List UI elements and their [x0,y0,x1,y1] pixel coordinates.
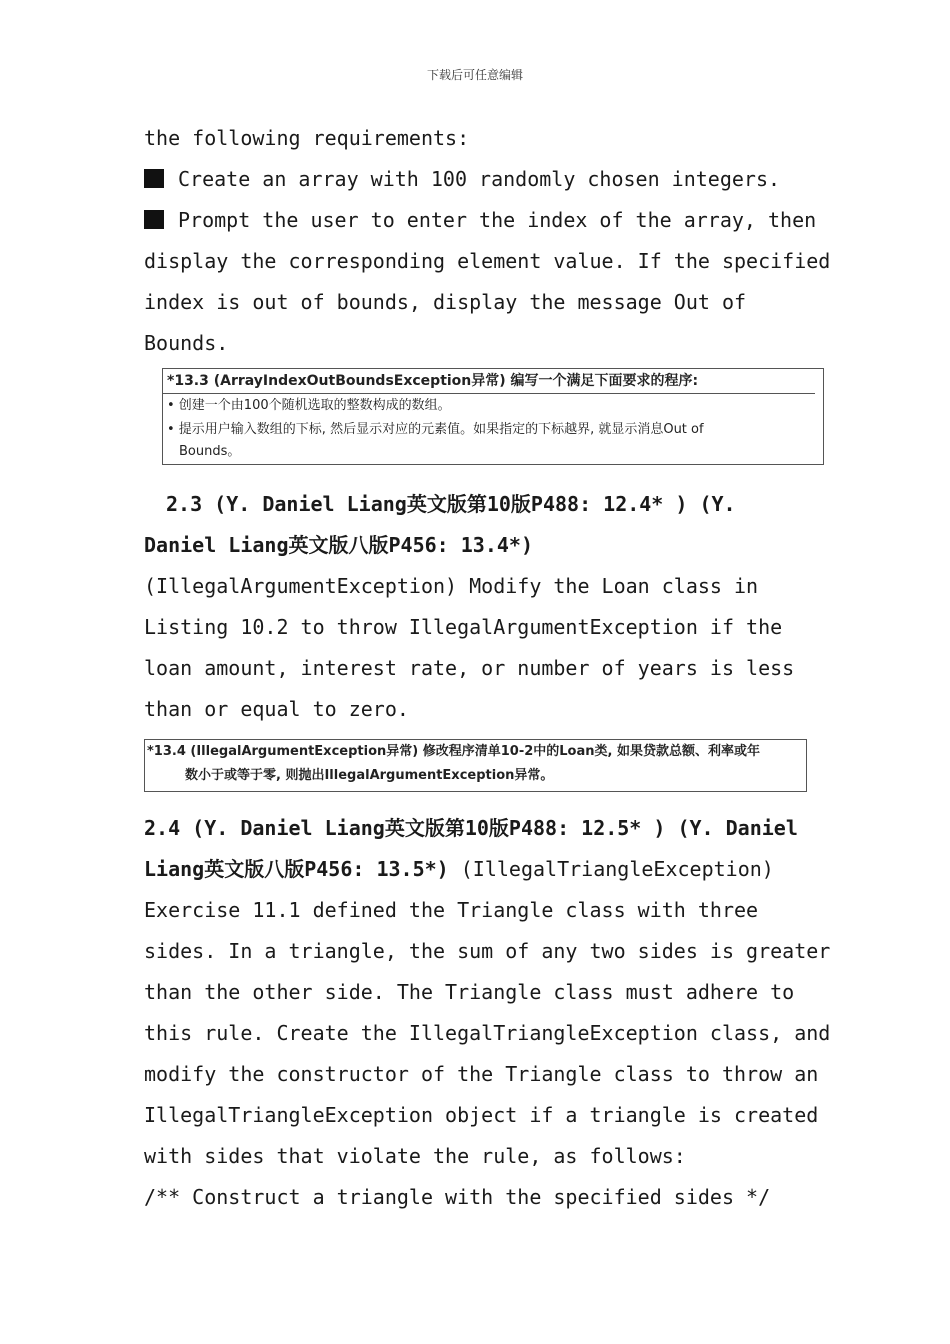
text-line: index is out of bounds, display the message Out of [144,290,747,314]
text-line: than the other side. The Triangle class must adhere to [144,980,795,1004]
bullet-text: Create an array with 100 randomly chosen integers. [178,167,781,191]
bullet-item [144,200,817,241]
square-bullet-icon [144,210,164,229]
section-heading: 2.3 (Y. Daniel Liang英文版第10版P488: 12.4* ) (Y. [166,492,736,516]
square-bullet-icon [144,169,164,188]
section-heading: 2.4 (Y. Daniel Liang英文版第10版P488: 12.5* ) (Y. Daniel [144,816,798,840]
exercise-13-3-image [162,368,824,465]
text-line: with sides that violate the rule, as follows: [144,1144,686,1168]
document-body [144,118,831,364]
heading-bold-part: Liang英文版八版P456: 13.5*) [144,857,449,881]
code-comment: /** Construct a triangle with the specified sides */ [144,1185,771,1209]
text-line: than or equal to zero. [144,697,409,721]
text-line: (IllegalArgumentException) Modify the Loan class in [144,574,759,598]
text-line: Exercise 11.1 defined the Triangle class with three [144,898,759,922]
text-line: the following requirements: [144,126,470,150]
exercise-13-4-image [144,739,807,792]
text-line: Bounds. [144,331,229,355]
exercise-title: *13.3 (ArrayIndexOutBoundsException异常) 编写一个满足下面要求的程序: [163,369,815,394]
text-line: display the corresponding element value. If the specified [144,249,831,273]
text-line: sides. In a triangle, the sum of any two sides is greater [144,939,831,963]
section-2-4 [144,808,831,1218]
bullet-text: Prompt the user to enter the index of the array, then [178,208,817,232]
section-2-3 [144,484,814,730]
exercise-bullet: • 提示用户输入数组的下标, 然后显示对应的元素值。如果指定的下标越界, 就显示消息Out of [167,422,704,437]
exercise-line: 数小于或等于零, 则抛出IllegalArgumentException异常。 [185,768,554,783]
exercise-line: *13.4 (IllegalArgumentException异常) 修改程序清单10-2中的Loan类, 如果贷款总额、利率或年 [147,744,760,759]
text-line: modify the constructor of the Triangle class to throw an [144,1062,819,1086]
text-line: loan amount, interest rate, or number of years is less [144,656,795,680]
heading-rest: (IllegalTriangleException) [448,857,774,881]
text-line: Listing 10.2 to throw IllegalArgumentException if the [144,615,783,639]
text-line: IllegalTriangleException object if a triangle is created [144,1103,819,1127]
exercise-bullet-cont: Bounds。 [179,444,241,459]
bullet-item [144,159,814,200]
exercise-bullet: • 创建一个由100个随机选取的整数构成的数组。 [167,398,451,413]
text-line: this rule. Create the IllegalTriangleException class, and [144,1021,831,1045]
section-heading [144,849,814,890]
section-heading: Daniel Liang英文版八版P456: 13.4*) [144,533,533,557]
page-header: 下载后可任意编辑 [426,68,523,82]
